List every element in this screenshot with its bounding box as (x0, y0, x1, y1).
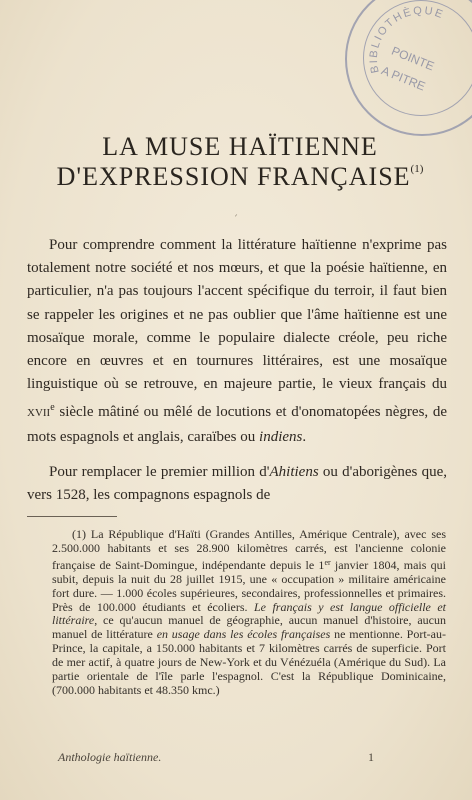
stamp-outer-text: BIBLIOTHÈQUE (367, 4, 446, 75)
p1-italic: indiens (259, 428, 303, 445)
chapter-title-line-1: LA MUSE HAÏTIENNE (102, 132, 378, 161)
page-number: 1 (368, 750, 374, 764)
stamp-line-1: POINTE (389, 43, 437, 74)
p1-century: XVII (27, 407, 51, 420)
footnote-marker: (1) (72, 527, 86, 541)
footnote-rule (27, 516, 117, 517)
title-footnote-ref: (1) (410, 163, 424, 175)
footnote-italic-1: Le français y est langue officielle et littéraire (52, 599, 446, 628)
p1-text-c: . (302, 428, 307, 445)
footnote (52, 528, 446, 698)
footnote-text-d: ne mentionne. Port-au-Prince, la capitale, a 150.000 habitants et 7 kilomètres carrés de superficie. Port de mer actif, à quatre jours de New-York et du Vénézuéla (Amérique du Sud). La partie orientale de l'île parle l'espagnol. C'est la République Dominicaine, (700.000 habitants et 48.350 kmc.) (52, 627, 447, 697)
p2-text-a: Pour remplacer le premier million d' (49, 464, 270, 480)
chapter-title-text: D'EXPRESSION FRANÇAISE (56, 162, 411, 191)
stamp-inner-ring (363, 0, 472, 116)
section-mark: ´ (233, 215, 238, 226)
chapter-title-line-2 (40, 162, 440, 192)
p1-century-sup: e (50, 402, 55, 414)
running-title: Anthologie haïtienne. (58, 750, 162, 764)
footnote-text-c: , ce qu'aucun manuel de géographie, aucun manuel d'histoire, aucun manuel de littérature (52, 613, 446, 642)
footnote-sup: er (324, 557, 331, 567)
footnote-text-a: La République d'Haïti (Grandes Antilles, Amérique Centrale), avec ses 2.500.000 habitants et ses 28.900 kilomètres carrés, est l'ancienne colonie française de Saint-Domingue, indépendante depuis le 1 (52, 527, 446, 572)
paragraph-1 (27, 234, 447, 449)
library-stamp (345, 0, 472, 136)
p2-italic: Ahitiens (269, 464, 319, 480)
footnote-italic-2: en usage dans les écoles françaises (156, 627, 331, 642)
p2-text-b: ou d'aborigènes que, vers 1528, les compagnons espagnols de (27, 464, 447, 504)
stamp-line-2: A PITRE (379, 63, 428, 94)
footnote-text-b: janvier 1804, mais qui subit, depuis la nuit du 28 juillet 1915, une « occupation » militaire américaine fort dure. — 1.000 écoles supérieures, secondaires, professionnelles et primaires. Près de 100.000 étudiants et écoliers. (52, 557, 446, 614)
p1-text-a: Pour comprendre comment la littérature haïtienne n'exprime pas totalement notre société et nos mœurs, et que la poésie haïtienne, en particulier, n'a pas toujours l'accent spécifique du terroir, il faut bien se rappeler les origines et ne pas oublier que l'âme haïtienne est une mosaïque morale, comme le populaire dialecte créole, peu riche encore en œuvres et en tournures littéraires, est une mosaïque linguistique où se retrouve, en majeure partie, le vieux français du (27, 237, 447, 393)
p1-text-b: siècle mâtiné ou mêlé de locutions et d'onomatopées nègres, de mots espagnols et anglais, caraïbes ou (27, 404, 447, 445)
paragraph-2 (27, 461, 447, 507)
